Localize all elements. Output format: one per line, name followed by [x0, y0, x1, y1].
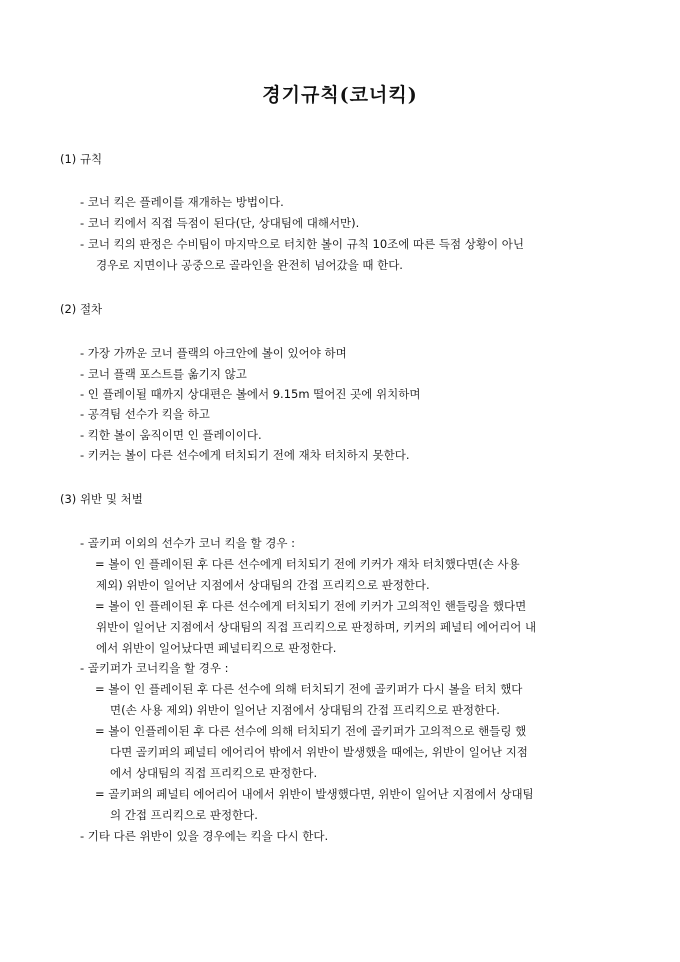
violations-line-15: - 기타 다른 위반이 있을 경우에는 킥을 다시 한다. — [80, 829, 329, 843]
violations-line-1: - 골키퍼 이외의 선수가 코너 킥을 할 경우 : — [80, 536, 296, 550]
procedure-line-3: - 인 플레이될 때까지 상대편은 볼에서 9.15m 떨어진 곳에 위치하며 — [80, 387, 421, 401]
section-heading-violations: (3) 위반 및 처벌 — [60, 492, 143, 506]
procedure-line-2: - 코너 플랙 포스트를 옮기지 않고 — [80, 367, 247, 381]
violations-line-4: = 볼이 인 플레이된 후 다른 선수에게 터치되기 전에 키커가 고의적인 핸들링을 했다면 — [95, 599, 527, 613]
procedure-line-5: - 킥한 볼이 움직이면 인 플레이이다. — [80, 428, 262, 442]
rules-line-1: - 코너 킥은 플레이를 재개하는 방법이다. — [80, 195, 284, 209]
procedure-line-4: - 공격팀 선수가 킥을 하고 — [80, 407, 210, 421]
violations-line-9: 면(손 사용 제외) 위반이 일어난 지점에서 상대팀의 간접 프리킥으로 판정한다. — [110, 703, 500, 717]
violations-line-7: - 골키퍼가 코너킥을 할 경우 : — [80, 661, 229, 675]
procedure-line-6: - 키커는 볼이 다른 선수에게 터치되기 전에 재차 터치하지 못한다. — [80, 448, 410, 462]
rules-line-3: - 코너 킥의 판정은 수비팀이 마지막으로 터치한 볼이 규칙 10조에 따른 득점 상황이 아닌 — [80, 237, 525, 251]
procedure-line-1: - 가장 가까운 코너 플랙의 아크안에 볼이 있어야 하며 — [80, 346, 347, 360]
violations-line-10: = 볼이 인플레이된 후 다른 선수에 의해 터치되기 전에 골키퍼가 고의적으로 핸들링 했 — [95, 724, 527, 738]
rules-line-2: - 코너 킥에서 직접 득점이 된다(단, 상대팀에 대해서만). — [80, 216, 360, 230]
violations-line-11: 다면 골키퍼의 페널티 에어리어 밖에서 위반이 발생했을 때에는, 위반이 일어난 지점 — [110, 745, 528, 759]
section-heading-procedure: (2) 절차 — [60, 302, 103, 316]
violations-line-6: 에서 위반이 일어났다면 페널티킥으로 판정한다. — [96, 641, 337, 655]
violations-line-13: = 골키퍼의 페널티 에어리어 내에서 위반이 발생했다면, 위반이 일어난 지점에서 상대팀 — [95, 787, 534, 801]
violations-line-8: = 볼이 인 플레이된 후 다른 선수에 의해 터치되기 전에 골키퍼가 다시 볼을 터치 했다 — [95, 682, 523, 696]
rules-line-4: 경우로 지면이나 공중으로 골라인을 완전히 넘어갔을 때 한다. — [96, 258, 403, 272]
section-heading-rules: (1) 규칙 — [60, 152, 103, 166]
violations-line-2: = 볼이 인 플레이된 후 다른 선수에게 터치되기 전에 키커가 재차 터치했다면(손 사용 — [95, 557, 520, 571]
violations-line-3: 제외) 위반이 일어난 지점에서 상대팀의 간접 프리킥으로 판정한다. — [96, 578, 430, 592]
violations-line-12: 에서 상대팀의 직접 프리킥으로 판정한다. — [110, 766, 318, 780]
violations-line-5: 위반이 일어난 지점에서 상대팀의 직접 프리킥으로 판정하며, 키커의 페널티 에어리어 내 — [96, 620, 537, 634]
page-title: 경기규칙(코너킥) — [262, 84, 418, 106]
violations-line-14: 의 간접 프리킥으로 판정한다. — [110, 808, 258, 822]
